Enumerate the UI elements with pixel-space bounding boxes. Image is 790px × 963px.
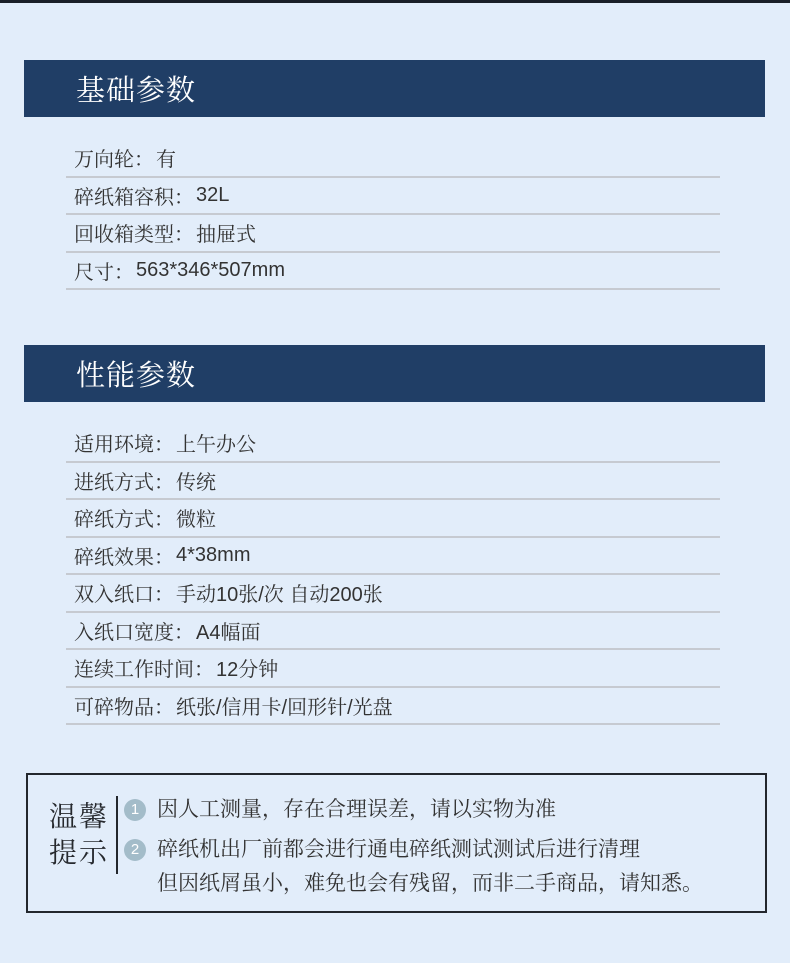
spec-row: [66, 575, 720, 613]
spec-table-performance: [66, 425, 720, 725]
spec-value: 手动10张/次 自动200张: [176, 584, 383, 607]
spec-label: 进纸方式：: [74, 471, 174, 494]
tip-number-badge: 1: [124, 799, 146, 821]
spec-label: 碎纸方式：: [74, 509, 174, 532]
spec-label: 适用环境：: [74, 434, 174, 457]
spec-label: 回收箱类型：: [74, 224, 194, 247]
spec-label: 入纸口宽度：: [74, 621, 194, 644]
spec-label: 万向轮：: [74, 149, 154, 172]
tips-vertical-divider: [116, 796, 118, 874]
tip-text-line: 但因纸屑虽小，难免也会有残留，而非二手商品，请知悉。: [157, 872, 703, 895]
tip-text: [157, 793, 556, 827]
spec-value: 563*346*507mm: [136, 258, 285, 281]
tip-number-badge: 2: [124, 839, 146, 861]
spec-label: 连续工作时间：: [74, 659, 214, 682]
spec-row: [66, 463, 720, 501]
warm-tips-box: [26, 773, 767, 913]
spec-value: 微粒: [176, 509, 216, 532]
section-header-basic-params: [24, 60, 765, 117]
spec-row: [66, 538, 720, 576]
spec-value: 传统: [176, 471, 216, 494]
tip-text-line: 碎纸机出厂前都会进行通电碎纸测试测试后进行清理: [157, 838, 640, 861]
spec-value: 32L: [196, 183, 230, 206]
spec-value: 12分钟: [216, 659, 279, 682]
spec-row: [66, 500, 720, 538]
tips-items: [124, 787, 754, 901]
spec-table-basic: [66, 140, 720, 290]
tip-item: [124, 793, 754, 827]
spec-row: [66, 140, 720, 178]
tip-text: [157, 833, 703, 901]
spec-value: 有: [156, 149, 176, 172]
spec-value: 4*38mm: [176, 543, 251, 566]
spec-value: 上午办公: [176, 434, 256, 457]
spec-row: [66, 425, 720, 463]
spec-label: 可碎物品：: [74, 696, 174, 719]
spec-label: 尺寸：: [74, 261, 134, 284]
spec-value: 抽屉式: [196, 224, 256, 247]
tips-title-line1: 温馨: [49, 801, 110, 832]
tip-item: [124, 833, 754, 901]
tips-title: [49, 799, 109, 871]
spec-value: 纸张/信用卡/回形针/光盘: [176, 696, 393, 719]
spec-value: A4幅面: [196, 621, 261, 644]
section-title: 基础参数: [76, 75, 197, 107]
spec-row: [66, 215, 720, 253]
spec-label: 碎纸效果：: [74, 546, 174, 569]
tip-text-line: 因人工测量，存在合理误差，请以实物为准: [157, 798, 556, 821]
top-divider-strip: [0, 0, 790, 3]
spec-row: [66, 688, 720, 726]
spec-label: 双入纸口：: [74, 584, 174, 607]
tips-title-line2: 提示: [49, 837, 110, 868]
section-header-performance-params: [24, 345, 765, 402]
spec-label: 碎纸箱容积：: [74, 186, 194, 209]
spec-row: [66, 650, 720, 688]
spec-row: [66, 178, 720, 216]
section-title: 性能参数: [76, 360, 197, 392]
spec-row: [66, 613, 720, 651]
spec-row: [66, 253, 720, 291]
